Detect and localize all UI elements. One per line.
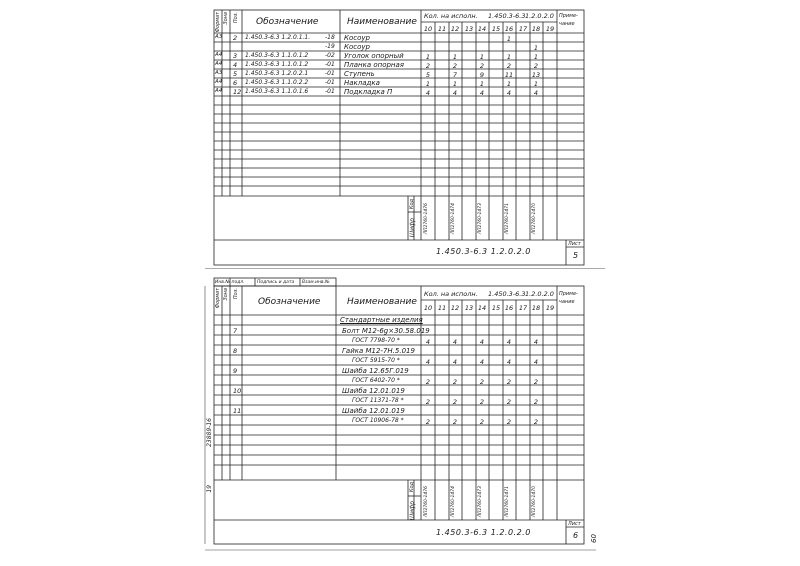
row-qty: 1 (533, 80, 539, 88)
sheet-5-grid (0, 0, 800, 268)
header-qty-ref1: 1.450.3-6.3 (488, 12, 526, 20)
row-name: Ступень (344, 70, 375, 78)
row-qty: 4 (479, 338, 485, 346)
cipher-label: Шифр (409, 218, 416, 238)
corner-mark: 09 (588, 534, 597, 543)
row-format: А4 (215, 61, 223, 67)
qty-col-header: 19 (545, 25, 555, 33)
row-qty: 2 (533, 418, 539, 426)
row-qty: 2 (479, 418, 485, 426)
cipher-code: ЛП2760-1470 (532, 203, 537, 235)
row-suffix: -19 (325, 43, 335, 50)
row-qty: 2 (425, 378, 431, 386)
row-qty: 1 (506, 80, 512, 88)
row-name: Шайба 12.01.019 (342, 407, 405, 415)
qty-col-header: 13 (464, 304, 474, 312)
row-qty: 2 (533, 62, 539, 70)
header-pos: Поз. (233, 12, 239, 24)
row-suffix: -01 (325, 70, 335, 77)
row-name: ГОСТ 6402-70 * (352, 377, 400, 384)
qty-col-header: 12 (450, 304, 460, 312)
qty-col-header: 13 (464, 25, 474, 33)
row-pos: 8 (233, 347, 238, 355)
header-name: Наименование (347, 297, 417, 307)
header-zone: Зона (223, 288, 229, 301)
cipher-code: ЛП2760-1471 (505, 203, 510, 235)
row-qty: 1 (533, 53, 539, 61)
row-name: ГОСТ 11371-78 * (352, 397, 404, 404)
row-qty: 9 (479, 71, 485, 79)
row-qty: 13 (531, 71, 541, 79)
row-designation: 1.450.3-6.3 1.1.0.1.6 (245, 88, 309, 95)
row-designation: 1.450.3-6.3 1.2.0.1.1. (245, 34, 311, 41)
row-name: Подкладка П (344, 88, 393, 96)
header-qty-ref1: 1.450.3-6.3 (488, 290, 526, 298)
stamp-inv: Инв.№ подл. (215, 280, 245, 285)
row-name: Шайба 12.65Г.019 (342, 367, 409, 375)
row-designation: 1.450.3-6.3 1.2.0.2.1 (245, 70, 309, 77)
row-qty: 4 (533, 358, 539, 366)
row-qty: 4 (506, 358, 512, 366)
row-qty: 2 (533, 378, 539, 386)
row-qty: 4 (533, 89, 539, 97)
row-qty: 1 (452, 53, 458, 61)
sheet-number: 6 (573, 531, 579, 540)
row-designation: 1.450.3-6.3 1.1.0.1.2 (245, 61, 309, 68)
row-name: Уголок опорный (344, 52, 404, 60)
qty-col-header: 17 (518, 304, 528, 312)
cipher-code: ЛП2760-1476 (424, 203, 429, 235)
stamp-replace: Взам.инв.№ (302, 280, 330, 285)
document-title: 1.450.3-6.3 1.2.0.2.0 (436, 247, 531, 256)
row-designation: 1.450.3-6.3 1.1.0.1.2 (245, 52, 309, 59)
section-title: Стандартные изделия (340, 316, 423, 324)
qty-col-header: 10 (423, 25, 433, 33)
cipher-code: ЛП2760-1474 (451, 203, 456, 235)
header-name: Наименование (347, 17, 417, 27)
qty-col-header: 12 (450, 25, 460, 33)
header-format: Формат (215, 12, 221, 33)
row-qty: 4 (479, 89, 485, 97)
side-number: 23889-16 (206, 418, 213, 447)
cipher-code: ЛП2760-1474 (451, 486, 456, 518)
row-qty: 1 (506, 53, 512, 61)
sheet-6 (0, 270, 800, 566)
cipher-label: Шифр (409, 501, 416, 521)
header-designation: Обозначение (256, 17, 319, 27)
row-pos: 3 (233, 52, 238, 60)
row-pos: 10 (233, 387, 242, 395)
row-qty: 2 (425, 62, 431, 70)
sheet-label: Лист (568, 521, 581, 527)
stamp-sign: Подпись и дата (257, 280, 295, 285)
header-note-1: Приме- (559, 291, 578, 297)
qty-col-header: 17 (518, 25, 528, 33)
row-name: ГОСТ 10906-78 * (352, 417, 404, 424)
row-pos: 12 (233, 88, 242, 96)
cipher-code: ЛП2760-1476 (424, 486, 429, 518)
header-qty-ref2: 1.2.0.2.0 (525, 290, 554, 298)
header-qty-ref2: 1.2.0.2.0 (525, 12, 554, 20)
qty-col-header: 14 (477, 304, 487, 312)
row-qty: 4 (452, 89, 458, 97)
header-zone: Зона (223, 12, 229, 25)
row-name: ГОСТ 7798-70 * (352, 337, 400, 344)
row-format: А4 (215, 52, 223, 58)
row-qty: 2 (506, 62, 512, 70)
row-suffix: -01 (325, 88, 335, 95)
row-name: Планка опорная (344, 61, 405, 69)
row-qty: 4 (425, 338, 431, 346)
row-pos: 4 (233, 61, 238, 69)
qty-col-header: 11 (437, 304, 447, 312)
header-note-2: чание (559, 21, 575, 27)
qty-col-header: 19 (545, 304, 555, 312)
qty-col-header: 14 (477, 25, 487, 33)
row-qty: 4 (506, 89, 512, 97)
row-qty: 4 (452, 338, 458, 346)
cipher-code: ЛП2760-1473 (478, 486, 483, 518)
qty-col-header: 10 (423, 304, 433, 312)
row-format: А3 (215, 34, 223, 40)
header-qty-title: Кол. на исполн. (424, 12, 478, 20)
row-qty: 1 (425, 80, 431, 88)
sheet-number: 5 (573, 251, 579, 260)
row-format: А4 (215, 79, 223, 85)
row-qty: 2 (425, 418, 431, 426)
row-qty: 1 (479, 53, 485, 61)
sheet-label: Лист (568, 241, 581, 247)
page-break (205, 268, 605, 269)
row-qty: 4 (506, 338, 512, 346)
row-qty: 2 (452, 378, 458, 386)
row-qty: 2 (452, 418, 458, 426)
row-name: ГОСТ 5915-70 * (352, 357, 400, 364)
qty-col-header: 18 (531, 304, 541, 312)
row-name: Косоур (344, 43, 370, 51)
side-small: 19 (206, 485, 213, 493)
row-name: Шайба 12.01.019 (342, 387, 405, 395)
row-qty: 2 (479, 398, 485, 406)
row-name: Гайка М12-7Н.5.019 (342, 347, 415, 355)
row-qty: 1 (506, 35, 512, 43)
row-qty: 2 (506, 378, 512, 386)
header-format: Формат (215, 288, 221, 309)
header-pos: Поз. (233, 288, 239, 300)
code-label: Код (409, 199, 415, 210)
row-pos: 6 (233, 79, 238, 87)
row-qty: 2 (452, 398, 458, 406)
row-qty: 1 (452, 80, 458, 88)
row-qty: 2 (533, 398, 539, 406)
row-format: А3 (215, 70, 223, 76)
sheet-5 (0, 0, 800, 268)
qty-col-header: 18 (531, 25, 541, 33)
row-pos: 7 (233, 327, 238, 335)
row-name: Болт М12-6g×30.58.019 (342, 327, 430, 335)
row-qty: 2 (479, 378, 485, 386)
row-name: Накладка (344, 79, 380, 87)
row-suffix: -01 (325, 61, 335, 68)
header-qty-title: Кол. на исполн. (424, 290, 478, 298)
cipher-code: ЛП2760-1471 (505, 486, 510, 518)
header-designation: Обозначение (258, 297, 321, 307)
cipher-code: ЛП2760-1470 (532, 486, 537, 518)
qty-col-header: 15 (491, 25, 501, 33)
row-qty: 11 (504, 71, 514, 79)
qty-col-header: 15 (491, 304, 501, 312)
row-pos: 9 (233, 367, 238, 375)
document-title: 1.450.3-6.3 1.2.0.2.0 (436, 528, 531, 537)
cipher-code: ЛП2760-1473 (478, 203, 483, 235)
row-qty: 1 (425, 53, 431, 61)
row-qty: 2 (425, 398, 431, 406)
row-pos: 11 (233, 407, 242, 415)
row-qty: 2 (479, 62, 485, 70)
row-qty: 4 (425, 89, 431, 97)
row-format: А4 (215, 88, 223, 94)
row-name: Косоур (344, 34, 370, 42)
row-qty: 4 (533, 338, 539, 346)
row-suffix: -18 (325, 34, 335, 41)
row-pos: 2 (233, 34, 238, 42)
qty-col-header: 16 (504, 304, 514, 312)
row-qty: 4 (479, 358, 485, 366)
row-qty: 5 (425, 71, 431, 79)
row-qty: 4 (452, 358, 458, 366)
qty-col-header: 11 (437, 25, 447, 33)
header-note-1: Приме- (559, 13, 578, 19)
row-qty: 2 (506, 418, 512, 426)
row-qty: 4 (425, 358, 431, 366)
qty-col-header: 16 (504, 25, 514, 33)
row-designation: 1.450.3-6.3 1.1.0.2.2 (245, 79, 309, 86)
row-qty: 1 (479, 80, 485, 88)
row-suffix: -01 (325, 79, 335, 86)
row-suffix: -02 (325, 52, 335, 59)
row-qty: 7 (452, 71, 458, 79)
row-pos: 5 (233, 70, 238, 78)
code-label: Код (409, 482, 415, 493)
header-note-2: чание (559, 299, 575, 305)
row-qty: 1 (533, 44, 539, 52)
row-qty: 2 (452, 62, 458, 70)
row-qty: 2 (506, 398, 512, 406)
